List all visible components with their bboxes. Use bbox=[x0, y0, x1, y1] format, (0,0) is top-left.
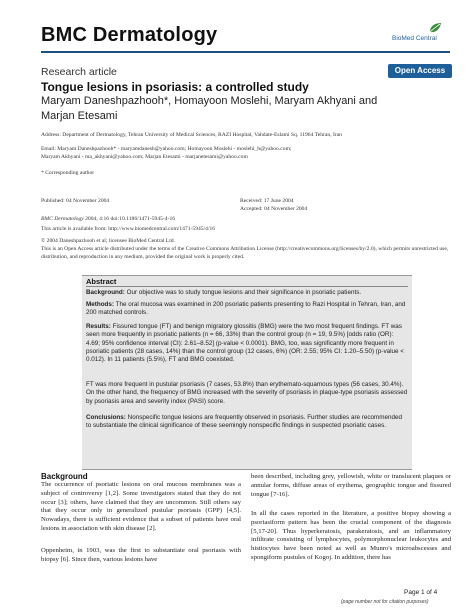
body-paragraph-2: Oppenheim, in 1903, was the first to substantiate oral psoriasis with biopsy [6]. Since then, various lesions have bbox=[41, 547, 241, 563]
published-date: Published: 04 November 2004 bbox=[41, 198, 110, 204]
body-paragraph-3: been described, including grey, yellowish, white or translucent plaques or annular forms, diffuse areas of erythema, geographic tongue and fissured tongue [7-16]. bbox=[251, 473, 451, 498]
license-text: This is an Open Access article distributed under the terms of the Creative Commons Attribution License (http://creativecommons.org/licenses/by/2.0), which permits unrestricted use, distribution, and reproduction in any medium, provided the original work is properly cited. bbox=[41, 246, 449, 260]
article-url[interactable]: This article is available from: http://www.biomedcentral.com/1471-5945/4/16 bbox=[41, 226, 216, 232]
body-paragraph-1: The occurrence of psoriatic lesions on oral mucous membranes was a subject of controversy [1,2]. Some investigators stated that they do not occur [3]; others, have claimed that they are uncommon. Still others say that they occur only in generalized pustular psoriasis (GPP) [4,5]. Nowadays, there is sufficient evidence that a subset of patients have oral lesions in association with skin disease [2]. bbox=[41, 481, 241, 532]
page-number-note: (page number not for citation purposes) bbox=[341, 599, 429, 605]
journal-title: BMC Dermatology bbox=[41, 24, 218, 46]
author-emails bbox=[41, 146, 453, 161]
publisher-name: BioMed Central bbox=[392, 35, 437, 42]
citation-details: 2004, 4:16 doi:10.1186/1471-5945-4-16 bbox=[83, 216, 176, 222]
section-heading-background: Background bbox=[41, 472, 88, 481]
article-type: Research article bbox=[41, 66, 117, 78]
abstract-conclusions-label: Conclusions: bbox=[86, 414, 126, 421]
abstract-background-text: Our objective was to study tongue lesions and their significance in psoriatic patients. bbox=[124, 289, 362, 296]
biomed-central-logo[interactable] bbox=[392, 22, 448, 48]
paper-title: Tongue lesions in psoriasis: a controlled study bbox=[41, 80, 309, 94]
authors-line-2: Marjan Etesami bbox=[41, 110, 118, 122]
author-list bbox=[41, 94, 411, 124]
abstract-divider bbox=[86, 286, 408, 287]
biomed-central-leaf-icon bbox=[428, 22, 442, 34]
abstract-heading: Abstract bbox=[86, 277, 117, 286]
abstract-conclusions-text: Nonspecific tongue lesions are frequently observed in psoriasis. Further studies are recommended to substantiate the clinical significance of these seemingly nonspecific findings in suspected psoriatic cases. bbox=[86, 414, 403, 430]
corresponding-author-note: * Corresponding author bbox=[41, 170, 95, 176]
abstract-background bbox=[86, 289, 408, 297]
abstract-results-label: Results: bbox=[86, 323, 111, 330]
accepted-date: Accepted: 04 November 2004 bbox=[240, 205, 308, 212]
copyright-notice: © 2004 Daneshpazhooh et al; licensee BioMed Central Ltd. bbox=[41, 238, 175, 244]
received-accepted-dates bbox=[240, 198, 430, 213]
received-date: Received: 17 June 2004 bbox=[240, 198, 294, 204]
page-number: Page 1 of 4 bbox=[404, 589, 438, 596]
abstract-methods-text: The oral mucosa was examined in 200 psoriatic patients presenting to Razi Hospital in Tehran, Iran, and 200 matched controls. bbox=[86, 301, 406, 317]
authors-line-1: Maryam Daneshpazhooh*, Homayoon Moslehi, Maryam Akhyani and bbox=[41, 95, 378, 107]
citation-line bbox=[41, 216, 453, 224]
body-paragraph-4: In all the cases reported in the literature, a positive biopsy showing a psoriasiform pattern has been the crucial component of the diagnosis [5,17-20]. Thus hyperkeratosis, parakeratosis, and an inflammatory infiltrate consisting of lymphocytes, polymorphonuclear leukocytes and histiocytes have been noted as well as Munro's microabscesses and spongiform pustules of Kogoj. In addition, there has bbox=[251, 510, 451, 561]
abstract-methods-label: Methods: bbox=[86, 301, 114, 308]
abstract-results-text: Fissured tongue (FT) and benign migratory glossitis (BMG) were the two most frequent findings. FT was seen more frequently in psoriatic patients (n = 66, 33%) than the control group (n = 19, 9.5%) [odds ratio (OR): 4.69; 95% confidence interval (CI): 2.61–8.52] (p-value < 0.0001). BMG, too, was significantly more frequent in psoriatic patients (28 cases, 14%) than the control group (12 cases, 6%) (OR: 2.55; 95% CI: 1.20–5.50) (p-value < 0.012). In 11 patients (5.5%), FT and BMG coexisted. bbox=[86, 323, 404, 364]
abstract-background-label: Background: bbox=[86, 289, 125, 296]
author-address: Address: Department of Dermatology, Tehran University of Medical Sciences, RAZI Hospital, Vahdate-Eslami Sq. 11964 Tehran, Iran bbox=[41, 132, 342, 138]
citation-journal: BMC Dermatology bbox=[41, 216, 84, 222]
email-line-1: Email: Maryam Daneshpazhooh* - maryamdanesh@yahoo.com; Homayoon Moslehi - moslehi_h@yahoo.com; bbox=[41, 146, 292, 152]
abstract-conclusions bbox=[86, 414, 408, 431]
abstract-methods bbox=[86, 301, 408, 318]
header-divider bbox=[41, 51, 450, 53]
email-line-2: Maryam Akhyani - ma_akhyani@yahoo.com; Marjan Etesami - marjanetesami@yahoo.com bbox=[41, 153, 248, 160]
open-access-badge: Open Access bbox=[388, 64, 452, 78]
abstract-results bbox=[86, 323, 408, 364]
abstract-results-continued: FT was more frequent in pustular psoriasis (7 cases, 53.8%) than erythemato-squamous types (56 cases, 30.4%). On the other hand, the frequency of BMG increased with the severity of psoriasis in plaque-type psoriasis assessed by psoriasis area and severity index (PASI) score. bbox=[86, 381, 408, 405]
